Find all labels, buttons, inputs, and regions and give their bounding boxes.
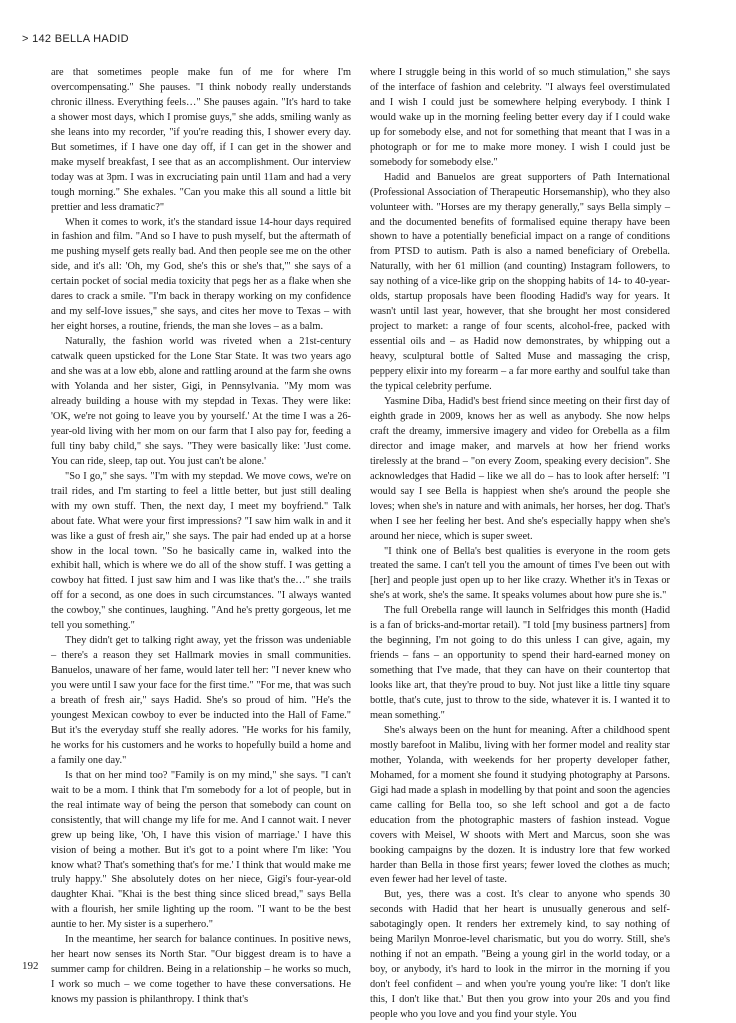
left-column: [51, 66, 351, 1008]
paragraph: where I struggle being in this world of so much stimulation," she says of the interface of fashion and celebrity. "I always feel overstimulated and I wish I could just be somewhere helping everybody. I think I would wake up in the morning feeling better every day if I could wake up for somebody else, and not for something that meant that I was in a photograph or for me to make more money. I wish I could just be somebody for somebody else.": [370, 67, 670, 168]
paragraph: Naturally, the fashion world was riveted when a 21st-century catwalk queen upsticked for the Lone Star State. It was two years ago and she was at a low ebb, alone and rattling around at the farm she owns with Yolanda and her sister, Gigi, in Pennsylvania. "My mom was already building a house with my stepdad in Texas. They were like: 'OK, we're not going to leave you by yourself.' At the time I was a 26-year-old living with her mom on our farm that I also pay for, feeding a full tiny baby child," she says. "They were basically like: 'Just come. You can ride, sleep, tap out. You just can't be alone.': [51, 336, 351, 467]
running-header: > 142 BELLA HADID: [22, 33, 129, 45]
paragraph: Is that on her mind too? "Family is on my mind," she says. "I can't wait to be a mom. I think that I'm somebody for a lot of people, but in the real intimate way of being the person that somebody can count on consistently, that will change my life for me. And I cannot wait. I never grew up being like, 'Oh, I have this vision of marriage.' I have this vision of being a mother. But it's got to a point where I'm like: 'You know what? That's something that's for me.' I think that would make me truly happy." She absolutely dotes on her niece, Gigi's four-year-old daughter Khai. "Khai is the best thing since sliced bread," says Bella with a flourish, her smile lighting up the room. "I want to be the best auntie to her. My sister is a superhero.": [51, 769, 351, 931]
paragraph: She's always been on the hunt for meaning. After a childhood spent mostly barefoot in Malibu, living with her former model and reality star mother, Yolanda, with weekends for her property developer father, Mohamed, for a moment she found it studying photography at Parsons. Gigi had made a splash in modelling by that point and soon the agencies came calling for Bella too, so she left school and got a de facto education from the photographic masters of fashion instead. Vogue covers with Meisel, W shoots with Mert and Marcus, soon she was booking campaigns by the dozen. It is industry lore that few worked harder than Bella in those first years; fewer loved the clothes as much; even fewer had her level of taste.: [370, 724, 670, 886]
paragraph: "So I go," she says. "I'm with my stepdad. We move cows, we're on trail rides, and I'm starting to feel a little better, but just still dealing with my own stuff. Then, the next day, I meet my boyfriend." Talk about fate. What were your first impressions? "I saw him walk in and it was like a gust of fresh air," she says. The pair had ended up at a horse show in the local town. "So he basically came in, walked into the exhibit hall, which is where we do all of the show stuff. I was getting a cowboy hat fitted. I just saw him and I was like that's the…" she trails off for a second, as one does in such circumstances. "I always wanted the cowboy," she continues, laughing. "And he's pretty gorgeous, let me tell you something.": [51, 470, 351, 632]
paragraph: "I think one of Bella's best qualities is everyone in the room gets treated the same. I can't tell you the amount of times I've been out with [her] and people just open up to her like crazy. Whether it's in Texas or she's at work, she's the same. It speaks volumes about how pure she is.": [370, 545, 670, 602]
right-column: [370, 66, 670, 1023]
paragraph: In the meantime, her search for balance continues. In positive news, her heart now senses its North Star. "Our biggest dream is to have a summer camp for children. Being in a relationship – he works so much, I work so much – we come together to have these conversations. He knows my passion is philanthropy. I think that's: [51, 934, 351, 1006]
paragraph: When it comes to work, it's the standard issue 14-hour days required in fashion and film. "And so I have to push myself, but the aftermath of me pushing myself gets really bad. And then people see me on the other side, and it's all: 'Oh, my God, she's this or she's that,'" she says of a certain pocket of social media toxicity that pegs her as a flake when she dares to crack a smile. "I'm back in therapy working on my confidence and my self-love issues," she says, and cites her move to Texas – with her eight horses, a routine, friends, the man she loves – as a balm.: [51, 216, 351, 333]
paragraph: They didn't get to talking right away, yet the frisson was undeniable – there's a reason they set Hallmark movies in small communities. Banuelos, unaware of her fame, would later tell her: "I never knew who you were until I saw your face for the first time." "For me, that was such a breath of fresh air," says Hadid. She's so proud of him. "He's the youngest Mexican cowboy to ever be inducted into the Hall of Fame." But it's the everyday stuff she really adores. "He works for his family, he works for his customers and he works to hopefully build a home and a family one day.": [51, 635, 351, 766]
paragraph: But, yes, there was a cost. It's clear to anyone who spends 30 seconds with Hadid that her heart is unusually generous and self-sabotagingly open. It renders her extremely kind, to say nothing of being Marilyn Monroe-level charismatic, but you do worry. Still, she's nothing if not an empath. "Being a young girl in the world today, or a boy, or anybody, it's hard to look in the mirror in the morning if you don't feel confident – and when you're young you're like: 'I don't like this, I don't like that.' But then you grow into your 20s and you find people who you love and you find your style. You: [370, 889, 670, 1021]
paragraph: are that sometimes people make fun of me for where I'm overcompensating." She pauses. "I think nobody really understands chronic illness. Everything feels…" She pauses again. "It's hard to take a shower most days, which I promise guys," she adds, smiling wanly as she leans into my recorder, "if you're reading this, I shower every day. But sometimes, if I have one day off, if I can get in the shower and make myself breakfast, I see that as an accomplishment. Our interview today was at 3pm. I was in excruciating pain until 11am and had a very tough morning." She exhales. "Can you make this all sound a little bit prettier and less dramatic?": [51, 67, 351, 213]
paragraph: Yasmine Diba, Hadid's best friend since meeting on their first day of eighth grade in 2009, knows her as well as anybody. She now helps craft the dreamy, immersive imagery and video for Orebella as a film director and image maker, and marvels at how her friend works tirelessly at the brand – "on every Zoom, speaking every decision". She acknowledges that Hadid – like we all do – has to look after herself: "I would say I see Bella is happiest when she's around the people she loves; when she's in nature and with animals, her horses, her dog. That's when I see her feeling her best. And she's especially happy when she's around her niece, which is super sweet.: [370, 395, 670, 542]
paragraph: The full Orebella range will launch in Selfridges this month (Hadid is a fan of bricks-and-mortar retail). "I told [my business partners] from the beginning, I'm not going to do this unless I can give, again, my friends – fans – an opportunity to spend their hard-earned money on something that I've made, that they can have on their countertop that looks like art, that they're proud to buy. Not just like a little tiny square bottle, that's cute, just to throw to the side, whatever it is. I wanted it to mean something.": [370, 605, 670, 721]
page-number: 192: [22, 960, 39, 972]
paragraph: Hadid and Banuelos are great supporters of Path International (Professional Association of Therapeutic Horsemanship), who they also volunteer with. "Horses are my therapy generally," says Bella simply – and the documented benefits of formalised equine therapy have been shown to have a potentially beneficial impact on a range of conditions from PTSD to autism. Path is also a named beneficiary of Orebella. Naturally, with her 61 million (and counting) Instagram followers, to say nothing of a vice-like grip on the shopping habits of 14- to 40-year-olds, startup proposals have been flooding Hadid's way for years. It wasn't until last year, however, that she brought her most considered project to market: a range of four scents, alcohol-free, packed with essential oils and – as Hadid now demonstrates, by whipping out a heavy, sculptural bottle of Salted Muse and massaging the crisp, peppery elixir into my forearm – a far more earthy and soulful take than the typical celebrity perfume.: [370, 171, 670, 393]
